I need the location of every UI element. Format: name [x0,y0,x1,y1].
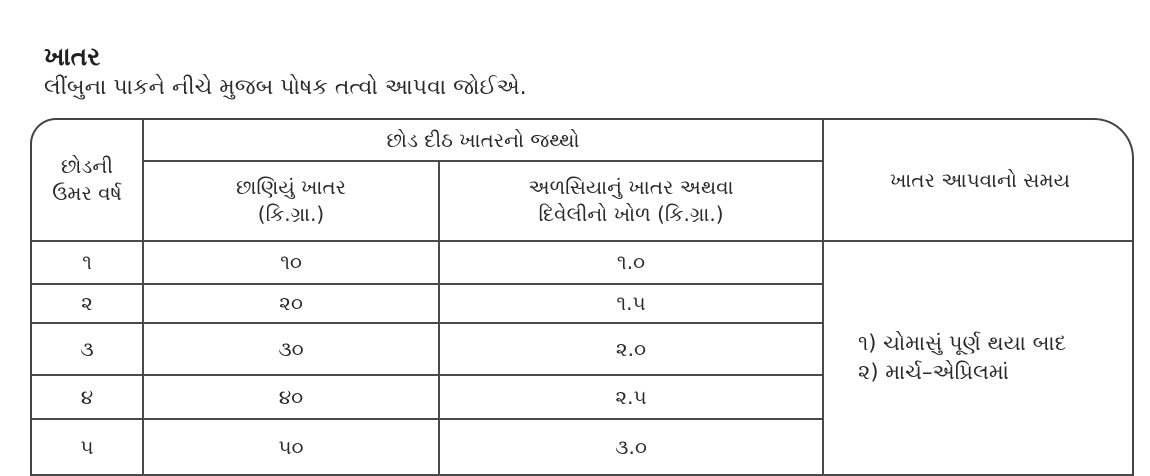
timing-header: ખાતર આપવાનો સમય [889,167,1071,192]
table-row-1-castor: ૧.૦ [616,250,646,274]
table-row-2-manure: ૨૦ [279,291,303,315]
age-header-line1: છોડની [60,154,114,178]
timing-cell [858,242,1128,474]
table-row-5-age: ૫ [80,434,94,459]
table-row-1-age: ૧ [82,250,92,274]
table-row-2-castor: ૧.૫ [616,291,646,315]
castor-header [440,162,822,240]
table-row-3-manure: ૩૦ [278,336,304,361]
timing-line-2: ૨) માર્ચ–એપ્રિલમાં [858,360,1009,384]
table-row-5-castor: ૩.૦ [615,434,647,459]
age-header-line2: ઉમર વર્ષ [52,181,122,205]
age-header [32,120,142,240]
table-row-4-age: ૪ [80,384,94,409]
fertilizer-table [30,118,1134,476]
quantity-header: છોડ દીઠ ખાતરનો જથ્થો [386,127,580,152]
table-row-1-manure: ૧૦ [280,250,302,274]
table-row-2-age: ૨ [81,291,93,315]
timing-line-1: ૧) ચોમાસું પૂર્ણ થયા બાદ [858,330,1067,355]
intro-text: લીંબુના પાકને નીચે મુજબ પોષક તત્વો આપવા જોઈએ. [44,75,527,100]
table-row-4-manure: ૪૦ [278,384,304,409]
castor-header-line1: અળસિયાનું ખાતર અથવા [528,175,734,199]
manure-header-line1: છાણિયું ખાતર [236,175,346,199]
section-heading: ખાતર [44,42,101,71]
table-row-4-castor: ૨.૫ [615,384,647,409]
manure-header [144,162,438,240]
table-row-3-age: ૩ [80,336,94,361]
manure-header-line2: (કિ.ગ્રા.) [257,202,325,226]
table-row-5-manure: ૫૦ [278,434,304,459]
table-row-3-castor: ૨.૦ [615,336,647,361]
castor-header-line2: દિવેલીનો ખોળ (કિ.ગ્રા.) [538,202,724,226]
